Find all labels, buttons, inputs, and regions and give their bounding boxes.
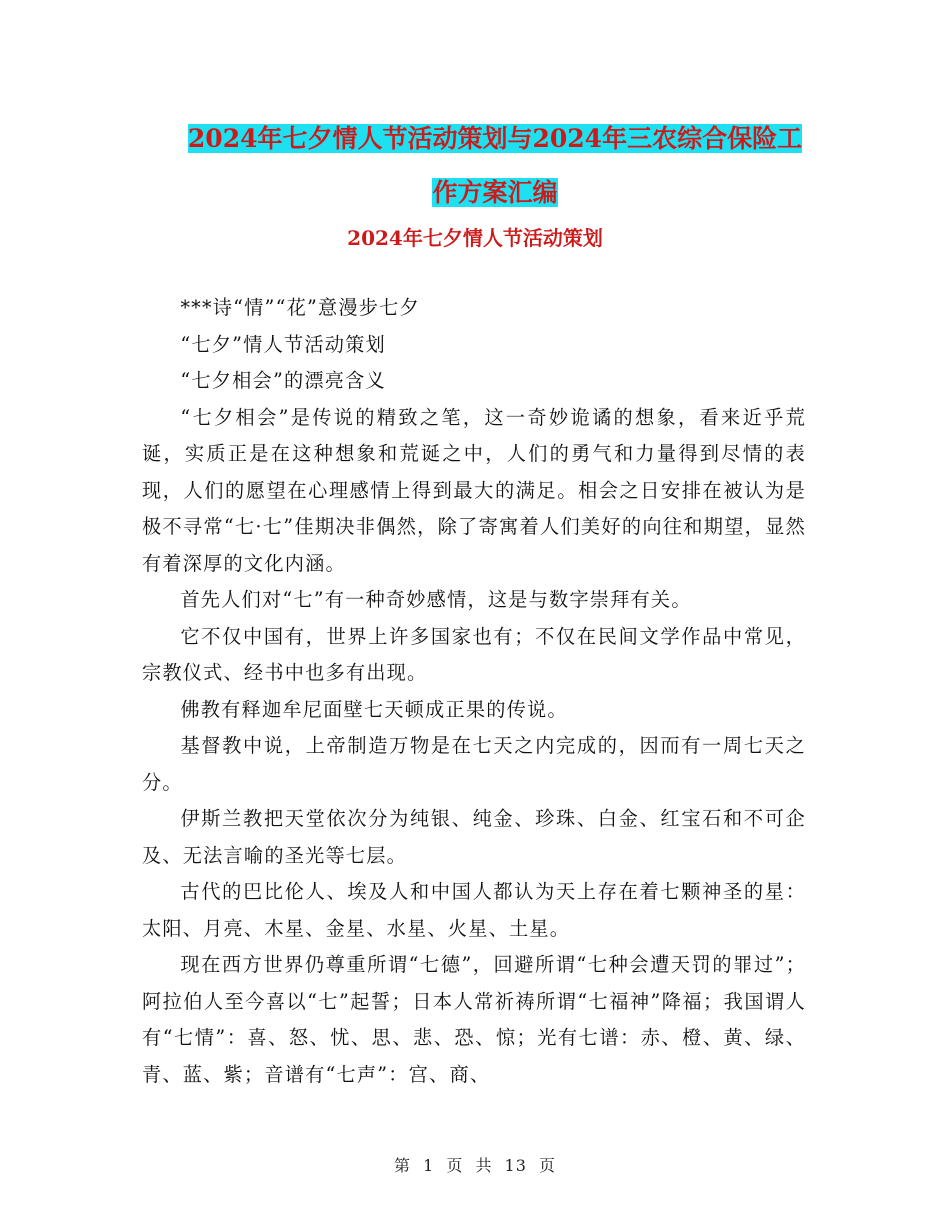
paragraph: ***诗“情”“花”意漫步七夕 (180, 296, 420, 319)
document-title (120, 112, 870, 220)
paragraph: 古代的巴比伦人、埃及人和中国人都认为天上存在着七颗神圣的星：太阳、月亮、木星、金星、水星、火星、土星。 (142, 880, 806, 940)
paragraph: 佛教有释迦牟尼面壁七天顿成正果的传说。 (180, 697, 568, 721)
page-footer: 第 1 页 共 13 页 (394, 1156, 556, 1175)
document-title-line-1: 2024年七夕情人节活动策划与2024年三农综合保险工 (187, 124, 803, 153)
paragraph: 现在西方世界仍尊重所谓“七德”，回避所谓“七种会遭天罚的罪过”；阿拉伯人至今喜以“七”起誓；日本人常祈祷所谓“七福神”降福；我国谓人有“七情”：喜、怒、忧、思、悲、恐、惊；光有七谱：赤、橙、黄、绿、青、蓝、紫；音谱有“七声”：宫、商、 (142, 953, 806, 1086)
paragraph: 伊斯兰教把天堂依次分为纯银、纯金、珍珠、白金、红宝石和不可企及、无法言喻的圣光等七层。 (142, 807, 806, 867)
document-body (142, 290, 806, 1093)
paragraph: 基督教中说，上帝制造万物是在七天之内完成的，因而有一周七天之分。 (142, 734, 806, 794)
paragraph: “七夕相会”是传说的精致之笔，这一奇妙诡谲的想象，看来近乎荒诞，实质正是在这种想象和荒诞之中，人们的勇气和力量得到尽情的表现，人们的愿望在心理感情上得到最大的满足。相会之日安排在被认为是极不寻常“七·七”佳期决非偶然，除了寄寓着人们美好的向往和期望，显然有着深厚的文化内涵。 (142, 405, 806, 575)
paragraph: 首先人们对“七”有一种奇妙感情，这是与数字崇拜有关。 (180, 588, 692, 611)
section-title: 2024年七夕情人节活动策划 (347, 226, 603, 250)
document-title-line-2: 作方案汇编 (432, 178, 558, 207)
paragraph: “七夕相会”的漂亮含义 (180, 369, 386, 392)
paragraph: “七夕”情人节活动策划 (180, 332, 386, 356)
paragraph: 它不仅中国有，世界上许多国家也有；不仅在民间文学作品中常见，宗教仪式、经书中也多有出现。 (142, 624, 806, 684)
